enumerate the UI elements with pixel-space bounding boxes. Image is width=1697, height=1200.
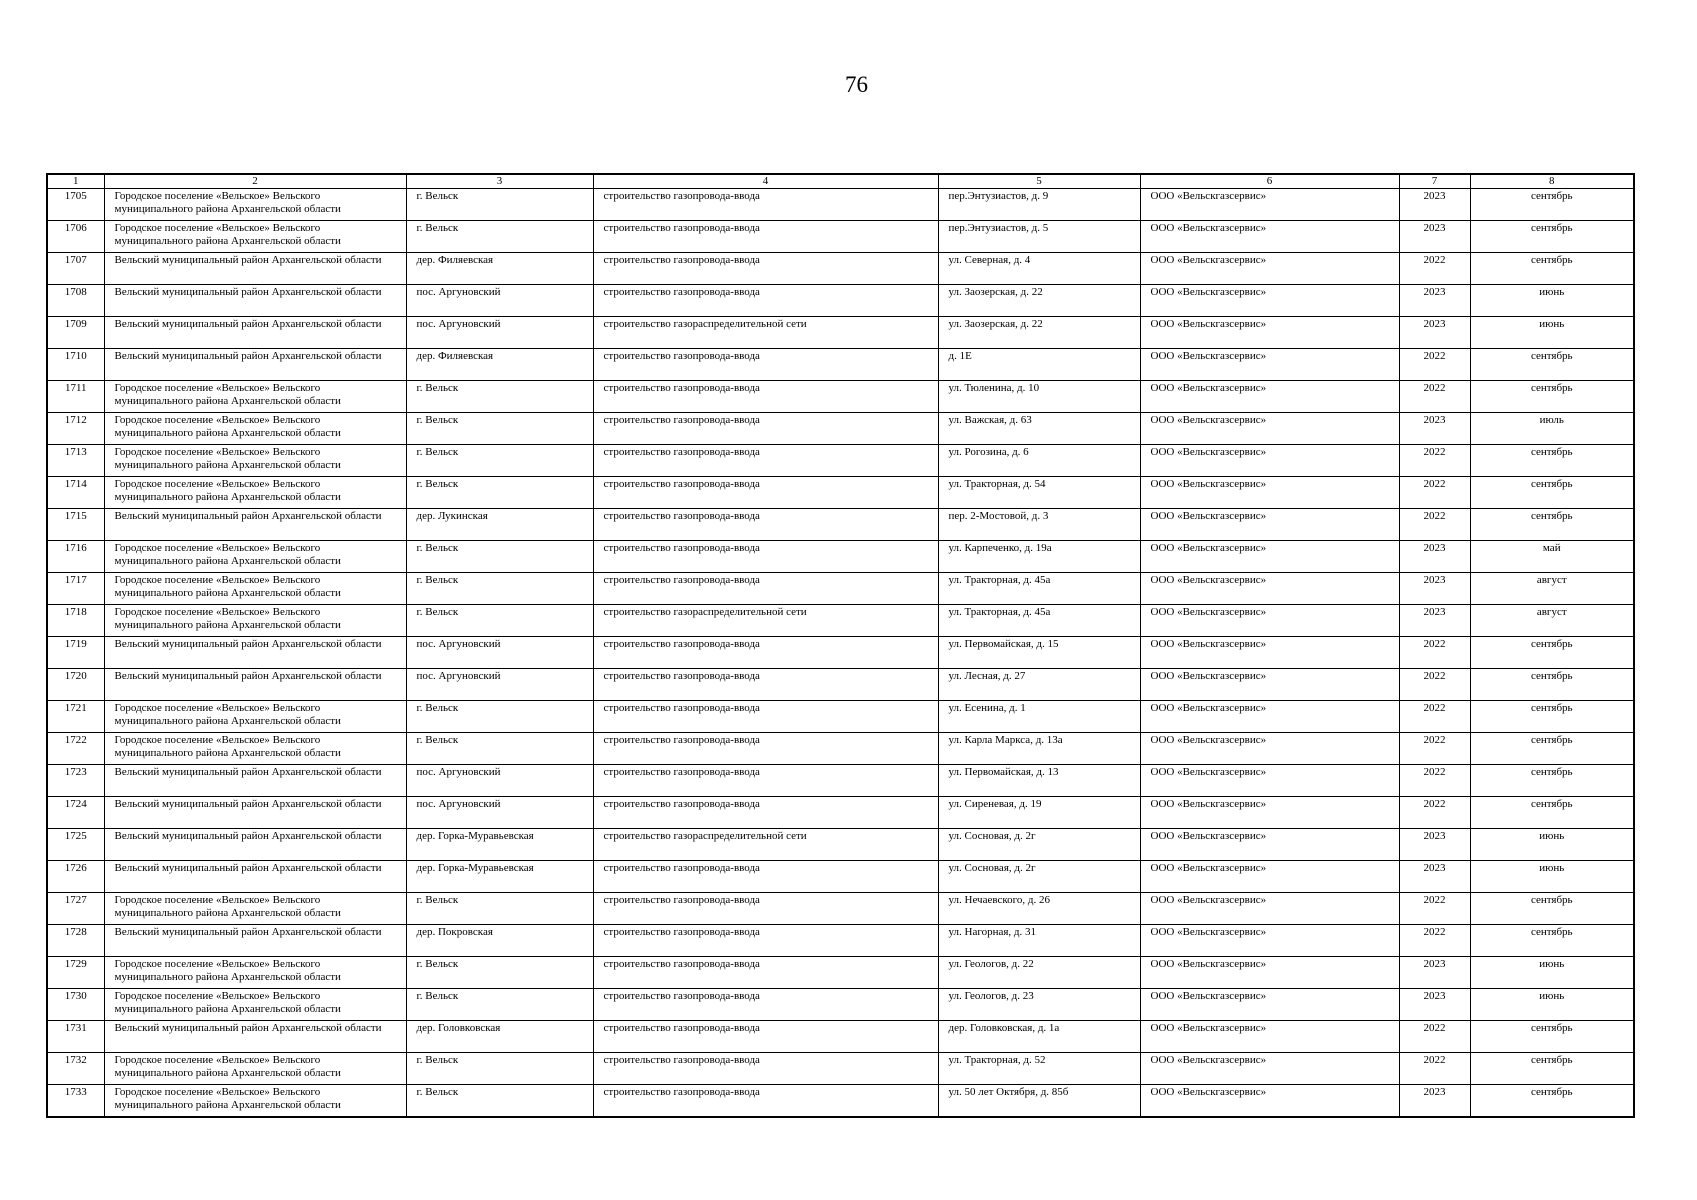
municipality-cell: Вельский муниципальный район Архангельской области (104, 317, 406, 349)
month-cell: сентябрь (1470, 669, 1634, 701)
work-type-cell: строительство газопровода-ввода (593, 669, 938, 701)
year-cell: 2022 (1399, 893, 1470, 925)
month-cell: сентябрь (1470, 637, 1634, 669)
organization-cell: ООО «Вельскгазсервис» (1140, 989, 1399, 1021)
address-cell: ул. Сосновая, д. 2г (938, 861, 1140, 893)
locality-cell: пос. Аргуновский (406, 765, 593, 797)
year-cell: 2023 (1399, 221, 1470, 253)
month-cell: сентябрь (1470, 221, 1634, 253)
work-type-cell: строительство газопровода-ввода (593, 701, 938, 733)
organization-cell: ООО «Вельскгазсервис» (1140, 189, 1399, 221)
row-number: 1722 (47, 733, 104, 765)
year-cell: 2023 (1399, 189, 1470, 221)
table-row (47, 605, 1634, 637)
locality-cell: дер. Филяевская (406, 349, 593, 381)
locality-cell: дер. Покровская (406, 925, 593, 957)
organization-cell: ООО «Вельскгазсервис» (1140, 381, 1399, 413)
municipality-cell: Вельский муниципальный район Архангельской области (104, 797, 406, 829)
address-cell: ул. Геологов, д. 23 (938, 989, 1140, 1021)
locality-cell: г. Вельск (406, 605, 593, 637)
year-cell: 2023 (1399, 573, 1470, 605)
locality-cell: г. Вельск (406, 1085, 593, 1118)
month-cell: май (1470, 541, 1634, 573)
municipality-cell: Городское поселение «Вельское» Вельского муниципального района Архангельской области (104, 573, 406, 605)
row-number: 1720 (47, 669, 104, 701)
table-row (47, 285, 1634, 317)
column-header: 3 (406, 174, 593, 189)
page-number: 76 (845, 72, 868, 97)
municipality-cell: Вельский муниципальный район Архангельской области (104, 637, 406, 669)
municipality-cell: Городское поселение «Вельское» Вельского муниципального района Архангельской области (104, 893, 406, 925)
row-number: 1711 (47, 381, 104, 413)
row-number: 1719 (47, 637, 104, 669)
address-cell: ул. 50 лет Октября, д. 85б (938, 1085, 1140, 1118)
row-number: 1708 (47, 285, 104, 317)
organization-cell: ООО «Вельскгазсервис» (1140, 445, 1399, 477)
row-number: 1717 (47, 573, 104, 605)
column-header: 4 (593, 174, 938, 189)
year-cell: 2022 (1399, 925, 1470, 957)
table-row (47, 1053, 1634, 1085)
municipality-cell: Вельский муниципальный район Архангельской области (104, 253, 406, 285)
year-cell: 2022 (1399, 797, 1470, 829)
municipality-cell: Городское поселение «Вельское» Вельского муниципального района Архангельской области (104, 733, 406, 765)
row-number: 1713 (47, 445, 104, 477)
locality-cell: дер. Филяевская (406, 253, 593, 285)
municipality-cell: Вельский муниципальный район Архангельской области (104, 669, 406, 701)
organization-cell: ООО «Вельскгазсервис» (1140, 829, 1399, 861)
year-cell: 2022 (1399, 733, 1470, 765)
work-type-cell: строительство газопровода-ввода (593, 925, 938, 957)
month-cell: сентябрь (1470, 1053, 1634, 1085)
month-cell: сентябрь (1470, 1085, 1634, 1118)
year-cell: 2023 (1399, 605, 1470, 637)
table-row (47, 733, 1634, 765)
year-cell: 2022 (1399, 637, 1470, 669)
locality-cell: г. Вельск (406, 445, 593, 477)
address-cell: ул. Первомайская, д. 15 (938, 637, 1140, 669)
address-cell: ул. Тракторная, д. 45а (938, 605, 1140, 637)
address-cell: ул. Сиреневая, д. 19 (938, 797, 1140, 829)
work-type-cell: строительство газопровода-ввода (593, 861, 938, 893)
organization-cell: ООО «Вельскгазсервис» (1140, 925, 1399, 957)
table-row (47, 669, 1634, 701)
locality-cell: г. Вельск (406, 957, 593, 989)
organization-cell: ООО «Вельскгазсервис» (1140, 669, 1399, 701)
municipality-cell: Городское поселение «Вельское» Вельского муниципального района Архангельской области (104, 221, 406, 253)
municipality-cell: Городское поселение «Вельское» Вельского муниципального района Архангельской области (104, 957, 406, 989)
month-cell: сентябрь (1470, 925, 1634, 957)
row-number: 1728 (47, 925, 104, 957)
locality-cell: г. Вельск (406, 733, 593, 765)
table-row (47, 413, 1634, 445)
table-row (47, 637, 1634, 669)
address-cell: ул. Заозерская, д. 22 (938, 317, 1140, 349)
row-number: 1729 (47, 957, 104, 989)
work-type-cell: строительство газопровода-ввода (593, 445, 938, 477)
row-number: 1730 (47, 989, 104, 1021)
row-number: 1732 (47, 1053, 104, 1085)
year-cell: 2022 (1399, 701, 1470, 733)
address-cell: пер. 2-Мостовой, д. 3 (938, 509, 1140, 541)
work-type-cell: строительство газопровода-ввода (593, 541, 938, 573)
year-cell: 2022 (1399, 477, 1470, 509)
locality-cell: дер. Головковская (406, 1021, 593, 1053)
locality-cell: г. Вельск (406, 189, 593, 221)
work-type-cell: строительство газопровода-ввода (593, 221, 938, 253)
table-row (47, 349, 1634, 381)
year-cell: 2022 (1399, 669, 1470, 701)
table-row (47, 957, 1634, 989)
column-header: 7 (1399, 174, 1470, 189)
table-row (47, 573, 1634, 605)
row-number: 1718 (47, 605, 104, 637)
address-cell: ул. Важская, д. 63 (938, 413, 1140, 445)
address-cell: ул. Первомайская, д. 13 (938, 765, 1140, 797)
organization-cell: ООО «Вельскгазсервис» (1140, 317, 1399, 349)
year-cell: 2022 (1399, 253, 1470, 285)
table-row (47, 989, 1634, 1021)
year-cell: 2023 (1399, 829, 1470, 861)
municipality-cell: Городское поселение «Вельское» Вельского муниципального района Архангельской области (104, 1053, 406, 1085)
address-cell: ул. Карпеченко, д. 19а (938, 541, 1140, 573)
column-header: 6 (1140, 174, 1399, 189)
month-cell: сентябрь (1470, 189, 1634, 221)
year-cell: 2022 (1399, 509, 1470, 541)
locality-cell: г. Вельск (406, 701, 593, 733)
locality-cell: пос. Аргуновский (406, 637, 593, 669)
organization-cell: ООО «Вельскгазсервис» (1140, 637, 1399, 669)
municipality-cell: Городское поселение «Вельское» Вельского муниципального района Архангельской области (104, 477, 406, 509)
month-cell: сентябрь (1470, 893, 1634, 925)
register-table (46, 173, 1635, 1118)
municipality-cell: Вельский муниципальный район Архангельской области (104, 509, 406, 541)
row-number: 1726 (47, 861, 104, 893)
organization-cell: ООО «Вельскгазсервис» (1140, 253, 1399, 285)
month-cell: сентябрь (1470, 349, 1634, 381)
table-row (47, 797, 1634, 829)
work-type-cell: строительство газораспределительной сети (593, 605, 938, 637)
organization-cell: ООО «Вельскгазсервис» (1140, 733, 1399, 765)
row-number: 1707 (47, 253, 104, 285)
organization-cell: ООО «Вельскгазсервис» (1140, 573, 1399, 605)
month-cell: сентябрь (1470, 253, 1634, 285)
table-row (47, 445, 1634, 477)
table-row (47, 381, 1634, 413)
locality-cell: пос. Аргуновский (406, 669, 593, 701)
organization-cell: ООО «Вельскгазсервис» (1140, 349, 1399, 381)
municipality-cell: Городское поселение «Вельское» Вельского муниципального района Архангельской области (104, 605, 406, 637)
municipality-cell: Вельский муниципальный район Архангельской области (104, 765, 406, 797)
month-cell: август (1470, 605, 1634, 637)
locality-cell: г. Вельск (406, 381, 593, 413)
municipality-cell: Городское поселение «Вельское» Вельского муниципального района Архангельской области (104, 413, 406, 445)
address-cell: ул. Тракторная, д. 45а (938, 573, 1140, 605)
work-type-cell: строительство газораспределительной сети (593, 829, 938, 861)
address-cell: пер.Энтузиастов, д. 9 (938, 189, 1140, 221)
row-number: 1716 (47, 541, 104, 573)
column-header: 1 (47, 174, 104, 189)
table-row (47, 861, 1634, 893)
month-cell: июнь (1470, 829, 1634, 861)
locality-cell: г. Вельск (406, 221, 593, 253)
address-cell: дер. Головковская, д. 1а (938, 1021, 1140, 1053)
month-cell: сентябрь (1470, 797, 1634, 829)
municipality-cell: Городское поселение «Вельское» Вельского муниципального района Архангельской области (104, 701, 406, 733)
table-row (47, 893, 1634, 925)
organization-cell: ООО «Вельскгазсервис» (1140, 957, 1399, 989)
table-row (47, 317, 1634, 349)
address-cell: д. 1Е (938, 349, 1140, 381)
year-cell: 2022 (1399, 1053, 1470, 1085)
address-cell: ул. Северная, д. 4 (938, 253, 1140, 285)
work-type-cell: строительство газопровода-ввода (593, 1021, 938, 1053)
month-cell: июль (1470, 413, 1634, 445)
month-cell: сентябрь (1470, 765, 1634, 797)
month-cell: сентябрь (1470, 701, 1634, 733)
locality-cell: г. Вельск (406, 413, 593, 445)
municipality-cell: Вельский муниципальный район Архангельской области (104, 861, 406, 893)
year-cell: 2022 (1399, 381, 1470, 413)
organization-cell: ООО «Вельскгазсервис» (1140, 1085, 1399, 1118)
locality-cell: г. Вельск (406, 893, 593, 925)
work-type-cell: строительство газопровода-ввода (593, 413, 938, 445)
work-type-cell: строительство газопровода-ввода (593, 381, 938, 413)
municipality-cell: Городское поселение «Вельское» Вельского муниципального района Архангельской области (104, 381, 406, 413)
organization-cell: ООО «Вельскгазсервис» (1140, 605, 1399, 637)
address-cell: ул. Тракторная, д. 52 (938, 1053, 1140, 1085)
work-type-cell: строительство газопровода-ввода (593, 253, 938, 285)
table-row (47, 189, 1634, 221)
work-type-cell: строительство газопровода-ввода (593, 189, 938, 221)
month-cell: сентябрь (1470, 477, 1634, 509)
organization-cell: ООО «Вельскгазсервис» (1140, 893, 1399, 925)
column-header: 2 (104, 174, 406, 189)
locality-cell: г. Вельск (406, 573, 593, 605)
organization-cell: ООО «Вельскгазсервис» (1140, 1053, 1399, 1085)
row-number: 1725 (47, 829, 104, 861)
year-cell: 2023 (1399, 413, 1470, 445)
month-cell: июнь (1470, 989, 1634, 1021)
month-cell: сентябрь (1470, 445, 1634, 477)
row-number: 1721 (47, 701, 104, 733)
address-cell: ул. Сосновая, д. 2г (938, 829, 1140, 861)
row-number: 1714 (47, 477, 104, 509)
row-number: 1727 (47, 893, 104, 925)
year-cell: 2023 (1399, 541, 1470, 573)
table-row (47, 701, 1634, 733)
table-row (47, 829, 1634, 861)
address-cell: ул. Геологов, д. 22 (938, 957, 1140, 989)
row-number: 1724 (47, 797, 104, 829)
municipality-cell: Городское поселение «Вельское» Вельского муниципального района Архангельской области (104, 989, 406, 1021)
year-cell: 2023 (1399, 1085, 1470, 1118)
table-row (47, 541, 1634, 573)
year-cell: 2022 (1399, 1021, 1470, 1053)
row-number: 1731 (47, 1021, 104, 1053)
municipality-cell: Вельский муниципальный район Архангельской области (104, 285, 406, 317)
month-cell: сентябрь (1470, 381, 1634, 413)
month-cell: июнь (1470, 285, 1634, 317)
locality-cell: г. Вельск (406, 1053, 593, 1085)
month-cell: сентябрь (1470, 1021, 1634, 1053)
table-row (47, 221, 1634, 253)
municipality-cell: Вельский муниципальный район Архангельской области (104, 925, 406, 957)
organization-cell: ООО «Вельскгазсервис» (1140, 1021, 1399, 1053)
municipality-cell: Городское поселение «Вельское» Вельского муниципального района Архангельской области (104, 189, 406, 221)
work-type-cell: строительство газораспределительной сети (593, 317, 938, 349)
table-row (47, 925, 1634, 957)
organization-cell: ООО «Вельскгазсервис» (1140, 413, 1399, 445)
table-row (47, 253, 1634, 285)
row-number: 1733 (47, 1085, 104, 1118)
address-cell: ул. Тракторная, д. 54 (938, 477, 1140, 509)
work-type-cell: строительство газопровода-ввода (593, 797, 938, 829)
organization-cell: ООО «Вельскгазсервис» (1140, 221, 1399, 253)
locality-cell: пос. Аргуновский (406, 317, 593, 349)
row-number: 1715 (47, 509, 104, 541)
table-row (47, 509, 1634, 541)
column-header: 8 (1470, 174, 1634, 189)
organization-cell: ООО «Вельскгазсервис» (1140, 477, 1399, 509)
locality-cell: дер. Лукинская (406, 509, 593, 541)
work-type-cell: строительство газопровода-ввода (593, 509, 938, 541)
address-cell: ул. Рогозина, д. 6 (938, 445, 1140, 477)
table-body (47, 189, 1634, 1118)
organization-cell: ООО «Вельскгазсервис» (1140, 861, 1399, 893)
address-cell: пер.Энтузиастов, д. 5 (938, 221, 1140, 253)
work-type-cell: строительство газопровода-ввода (593, 989, 938, 1021)
work-type-cell: строительство газопровода-ввода (593, 637, 938, 669)
work-type-cell: строительство газопровода-ввода (593, 893, 938, 925)
locality-cell: дер. Горка-Муравьевская (406, 861, 593, 893)
organization-cell: ООО «Вельскгазсервис» (1140, 765, 1399, 797)
work-type-cell: строительство газопровода-ввода (593, 765, 938, 797)
work-type-cell: строительство газопровода-ввода (593, 349, 938, 381)
address-cell: ул. Есенина, д. 1 (938, 701, 1140, 733)
address-cell: ул. Карла Маркса, д. 13а (938, 733, 1140, 765)
row-number: 1712 (47, 413, 104, 445)
work-type-cell: строительство газопровода-ввода (593, 285, 938, 317)
row-number: 1705 (47, 189, 104, 221)
municipality-cell: Городское поселение «Вельское» Вельского муниципального района Архангельской области (104, 541, 406, 573)
municipality-cell: Вельский муниципальный район Архангельской области (104, 829, 406, 861)
organization-cell: ООО «Вельскгазсервис» (1140, 509, 1399, 541)
locality-cell: г. Вельск (406, 989, 593, 1021)
year-cell: 2022 (1399, 445, 1470, 477)
address-cell: ул. Лесная, д. 27 (938, 669, 1140, 701)
year-cell: 2023 (1399, 957, 1470, 989)
year-cell: 2023 (1399, 285, 1470, 317)
year-cell: 2023 (1399, 317, 1470, 349)
organization-cell: ООО «Вельскгазсервис» (1140, 797, 1399, 829)
column-number-row (47, 174, 1634, 189)
address-cell: ул. Заозерская, д. 22 (938, 285, 1140, 317)
month-cell: июнь (1470, 861, 1634, 893)
row-number: 1706 (47, 221, 104, 253)
work-type-cell: строительство газопровода-ввода (593, 733, 938, 765)
address-cell: ул. Нечаевского, д. 26 (938, 893, 1140, 925)
organization-cell: ООО «Вельскгазсервис» (1140, 285, 1399, 317)
month-cell: июнь (1470, 317, 1634, 349)
locality-cell: г. Вельск (406, 477, 593, 509)
municipality-cell: Городское поселение «Вельское» Вельского муниципального района Архангельской области (104, 1085, 406, 1118)
address-cell: ул. Тюленина, д. 10 (938, 381, 1140, 413)
organization-cell: ООО «Вельскгазсервис» (1140, 541, 1399, 573)
address-cell: ул. Нагорная, д. 31 (938, 925, 1140, 957)
row-number: 1710 (47, 349, 104, 381)
month-cell: сентябрь (1470, 733, 1634, 765)
row-number: 1723 (47, 765, 104, 797)
work-type-cell: строительство газопровода-ввода (593, 957, 938, 989)
table-row (47, 1085, 1634, 1118)
work-type-cell: строительство газопровода-ввода (593, 1085, 938, 1118)
work-type-cell: строительство газопровода-ввода (593, 477, 938, 509)
municipality-cell: Городское поселение «Вельское» Вельского муниципального района Архангельской области (104, 445, 406, 477)
organization-cell: ООО «Вельскгазсервис» (1140, 701, 1399, 733)
column-header: 5 (938, 174, 1140, 189)
year-cell: 2022 (1399, 349, 1470, 381)
municipality-cell: Вельский муниципальный район Архангельской области (104, 1021, 406, 1053)
locality-cell: пос. Аргуновский (406, 797, 593, 829)
month-cell: июнь (1470, 957, 1634, 989)
month-cell: август (1470, 573, 1634, 605)
locality-cell: пос. Аргуновский (406, 285, 593, 317)
month-cell: сентябрь (1470, 509, 1634, 541)
locality-cell: дер. Горка-Муравьевская (406, 829, 593, 861)
row-number: 1709 (47, 317, 104, 349)
work-type-cell: строительство газопровода-ввода (593, 573, 938, 605)
municipality-cell: Вельский муниципальный район Архангельской области (104, 349, 406, 381)
year-cell: 2023 (1399, 861, 1470, 893)
table-row (47, 477, 1634, 509)
table-row (47, 765, 1634, 797)
table-row (47, 1021, 1634, 1053)
year-cell: 2023 (1399, 989, 1470, 1021)
locality-cell: г. Вельск (406, 541, 593, 573)
year-cell: 2022 (1399, 765, 1470, 797)
work-type-cell: строительство газопровода-ввода (593, 1053, 938, 1085)
